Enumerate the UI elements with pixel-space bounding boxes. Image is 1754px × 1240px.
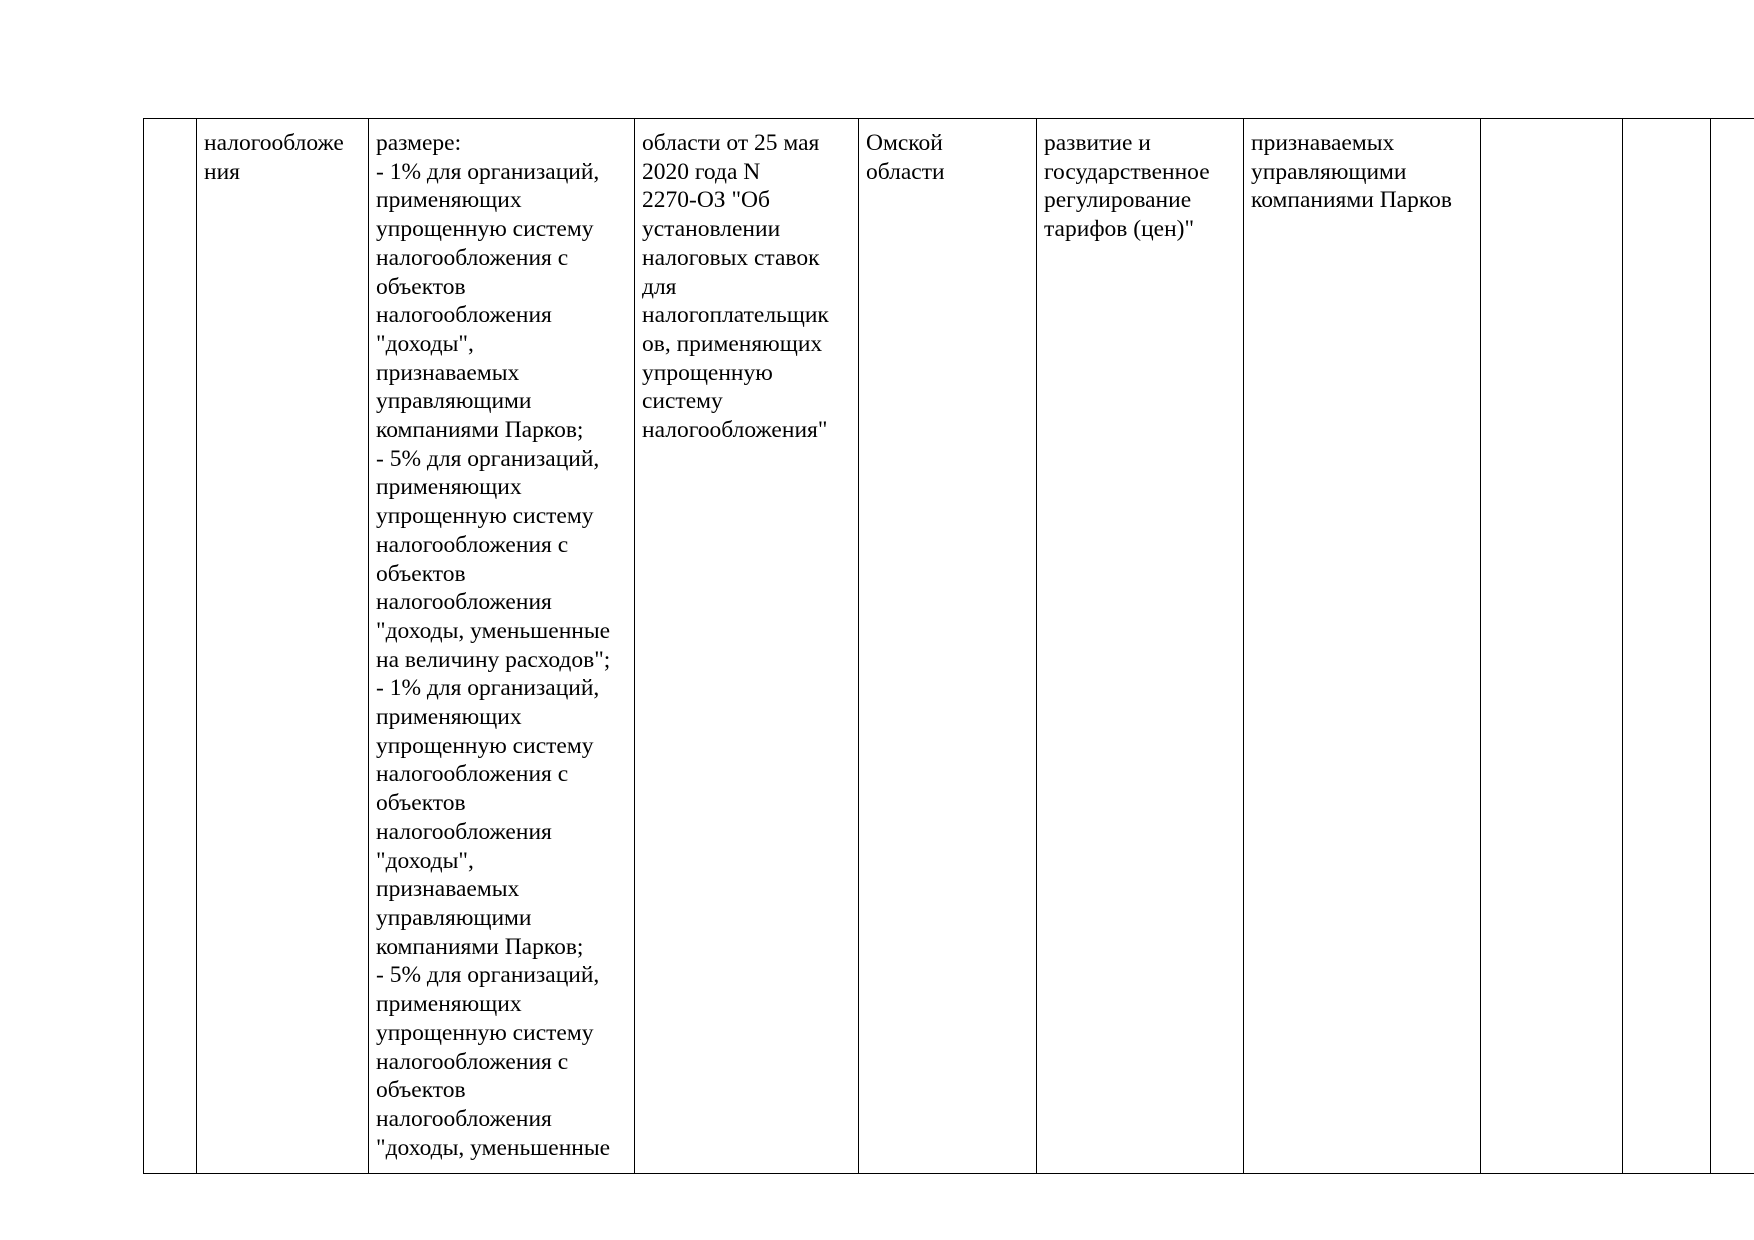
cell-text-line: признаваемых [376, 876, 520, 903]
cell-text-line: упрощенную систему [376, 1019, 594, 1046]
cell-text-line: налогообложения" [642, 417, 828, 444]
cell-text-line: налогообложения с [376, 761, 569, 788]
table-row [144, 119, 1754, 1174]
cell-text-line: области [866, 158, 945, 185]
table-cell-col-6 [1037, 119, 1244, 1174]
cell-text-line: развитие и [1044, 130, 1151, 156]
cell-text-line: упрощенную систему [376, 732, 594, 759]
cell-text-line: налогоплательщик [642, 302, 829, 329]
cell-text-line: упрощенную систему [376, 503, 594, 530]
cell-text-line: систему [642, 388, 723, 415]
cell-text-line: "доходы", [376, 847, 474, 874]
cell-text-line: налогообложения [376, 1105, 552, 1132]
cell-text-line: признаваемых [376, 359, 520, 386]
cell-text-line: "доходы, уменьшенные [376, 1134, 611, 1161]
cell-text-line: - 1% для организаций, [376, 675, 600, 702]
cell-text-line: управляющими [376, 388, 532, 415]
table-cell-col-4 [635, 119, 859, 1174]
cell-text-line: государственное [1044, 158, 1210, 185]
cell-text-line: размере: [376, 130, 462, 156]
table-cell-col-8 [1481, 119, 1623, 1174]
cell-text-line: 2270-ОЗ "Об [642, 187, 770, 214]
table-cell-col-7 [1244, 119, 1481, 1174]
cell-text-line: - 5% для организаций, [376, 445, 600, 472]
document-table [143, 118, 1754, 1174]
cell-text-line: управляющими [1251, 158, 1407, 185]
cell-text-line: налогообложения [376, 302, 552, 329]
cell-text-line: ов, применяющих [642, 330, 823, 357]
cell-text-line: упрощенную [642, 359, 773, 386]
table-cell-col-5 [859, 119, 1037, 1174]
cell-text-line: применяющих [376, 187, 522, 214]
cell-text-line: объектов [376, 790, 466, 817]
cell-text-line: налогообложения [376, 589, 552, 616]
cell-text-line: "доходы", [376, 330, 474, 357]
cell-text-line: налогообложе [204, 130, 344, 156]
cell-text-line: для [642, 273, 677, 300]
cell-text-line: налоговых ставок [642, 244, 820, 271]
cell-text-line: объектов [376, 560, 466, 587]
cell-text-line: области от 25 мая [642, 130, 820, 156]
cell-text-line: упрощенную систему [376, 216, 594, 243]
cell-text-line: "доходы, уменьшенные [376, 617, 611, 644]
cell-text-line: налогообложения с [376, 244, 569, 271]
cell-text-line: компаниями Парков [1251, 187, 1452, 214]
table-cell-col-1 [144, 119, 197, 1174]
cell-text-line: ния [204, 158, 240, 185]
cell-text-line: регулирование [1044, 187, 1192, 214]
cell-text-line: признаваемых [1251, 130, 1395, 156]
cell-text-line: - 1% для организаций, [376, 158, 600, 185]
cell-text-line: налогообложения [376, 818, 552, 845]
cell-text-line: Омской [866, 130, 943, 156]
cell-text-line: применяющих [376, 474, 522, 501]
cell-text-line: - 5% для организаций, [376, 962, 600, 989]
table-cell-col-3 [369, 119, 635, 1174]
cell-text-line: объектов [376, 273, 466, 300]
cell-text-line: налогообложения с [376, 1048, 569, 1075]
table-cell-col-10 [1711, 119, 1754, 1174]
cell-text-line: применяющих [376, 704, 522, 731]
cell-text-line: на величину расходов"; [376, 646, 611, 673]
cell-text-line: 2020 года N [642, 158, 761, 185]
cell-text-line: тарифов (цен)" [1044, 216, 1195, 243]
cell-text-line: установлении [642, 216, 781, 243]
cell-text-line: управляющими [376, 904, 532, 931]
cell-text-line: применяющих [376, 991, 522, 1018]
cell-text-line: компаниями Парков; [376, 933, 584, 960]
table-cell-col-9 [1623, 119, 1711, 1174]
cell-text-line: налогообложения с [376, 531, 569, 558]
cell-text-line: компаниями Парков; [376, 417, 584, 444]
cell-text-line: объектов [376, 1077, 466, 1104]
table-cell-col-2 [197, 119, 369, 1174]
